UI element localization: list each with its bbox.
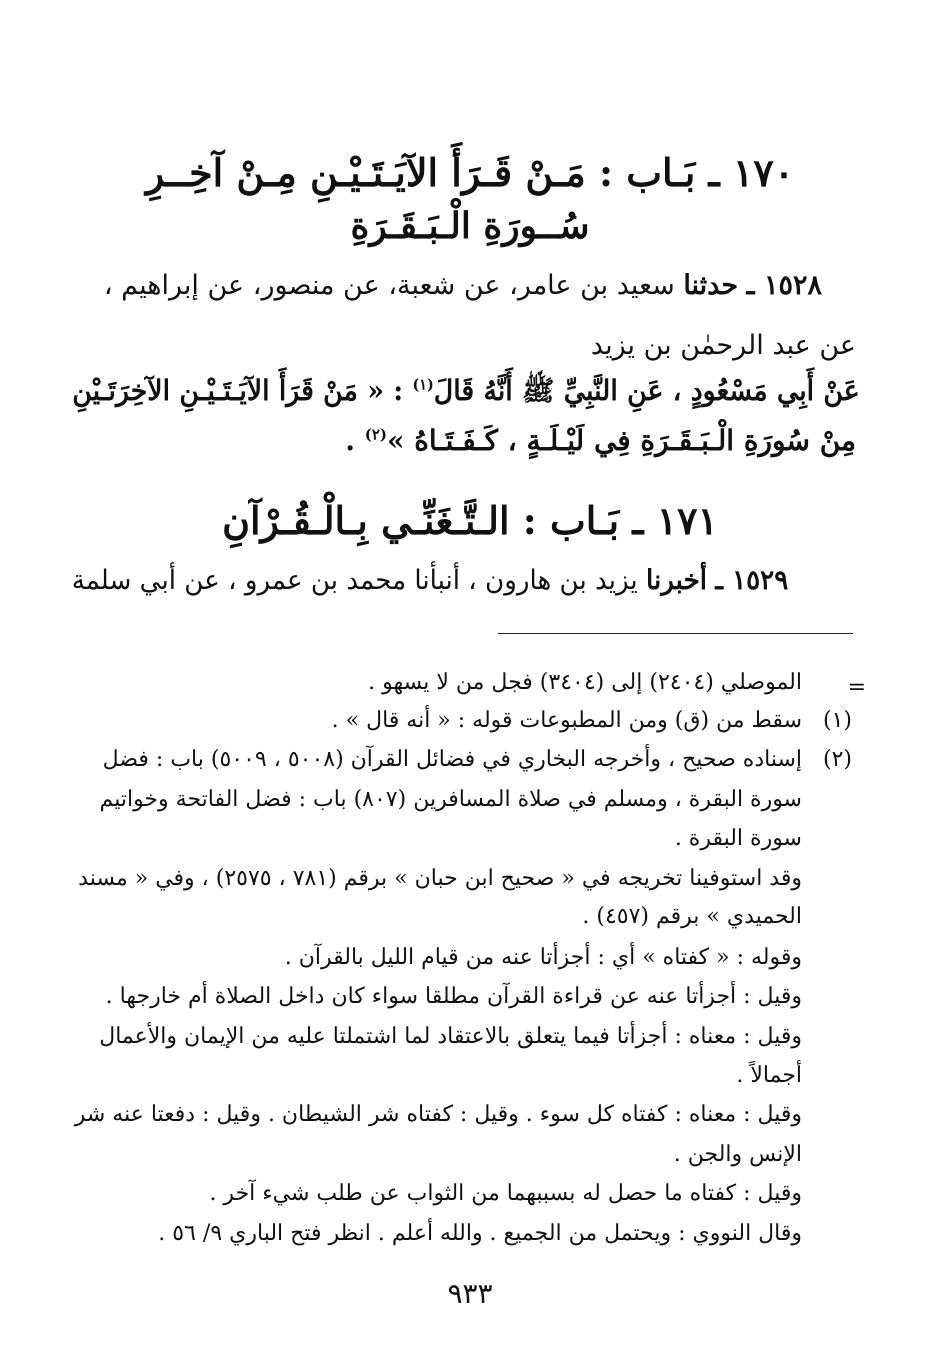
footnote-ref-2[interactable]: (٢) — [364, 425, 387, 444]
continuation-mark: = — [847, 675, 866, 700]
hadith-number: ١٥٢٨ ـ — [746, 270, 822, 301]
matn-intro: عَنْ أَبِي مَسْعُودٍ ، عَنِ النَّبِيِّ ﷺ أَنَّهُ قَالَ — [433, 374, 860, 407]
footnote-2-line: وقيل : معناه : أجزأتا فيما يتعلق بالاعتقاد لما اشتملتا عليه من الإيمان والأعمال — [99, 1024, 802, 1049]
hadith-1528-line2: عن عبد الرحمٰن بن يزيد — [590, 330, 856, 361]
hadith-1528-line3 — [72, 374, 860, 414]
footnote-continuation: الموصلي (٢٤٠٤) إلى (٣٤٠٤) فجل من لا يسهو . — [368, 670, 802, 695]
footnote-2-line: وقيل : أجزأتا عنه عن قراءة القرآن مطلقا سواء كان داخل الصلاة أم خارجها . — [105, 984, 802, 1009]
footnote-2-line: وقوله : « كفتاه » أي : أجزأتا عنه من قيام الليل بالقرآن . — [284, 945, 802, 970]
footnote-separator — [498, 633, 853, 634]
footnote-2-line: إسناده صحيح ، وأخرجه البخاري في فضائل القرآن (٥٠٠٨ ، ٥٠٠٩) باب : فضل — [102, 747, 802, 772]
matn-end: . — [345, 424, 365, 457]
footnote-1-text: سقط من (ق) ومن المطبوعات قوله : « أنه قال » . — [331, 708, 802, 733]
isnad-text: سعيد بن عامر، عن شعبة، عن منصور، عن إبراهيم ، — [103, 270, 684, 301]
footnote-2-line: وقيل : معناه : كفتاه كل سوء . وقيل : كفتاه شر الشيطان . وقيل : دفعتا عنه شر — [74, 1102, 802, 1127]
transmission-lead: حدثنا — [683, 270, 739, 301]
footnote-2-line: أجمالاً . — [736, 1063, 802, 1088]
footnote-2-line: وقال النووي : ويحتمل من الجميع . والله أعلم . انظر فتح الباري ٩/ ٥٦ . — [158, 1221, 802, 1246]
chapter-170-heading-line1: ١٧٠ ـ بَـاب : مَـنْ قَـرَأَ الآيَـتَـيْـنِ مِـنْ آخِــرِ — [145, 150, 795, 195]
footnote-2-mark: (٢) — [822, 747, 852, 772]
transmission-lead: أخبرنا — [645, 565, 707, 596]
chapter-170-heading-line2: سُــورَةِ الْـبَـقَـرَةِ — [350, 205, 590, 247]
page-number: ٩٣٣ — [447, 1277, 493, 1310]
footnote-2-line: سورة البقرة ، ومسلم في صلاة المسافرين (٨٠٧) باب : فضل الفاتحة وخواتيم — [99, 787, 802, 812]
matn-text: : « مَنْ قَرَأَ الآيَـتَـيْـنِ الآخِرَتَـيْنِ — [72, 374, 413, 407]
footnote-2-line: سورة البقرة . — [674, 826, 802, 851]
footnote-ref-1[interactable]: (١) — [412, 375, 434, 394]
footnote-2-line: الحميدي » برقم (٤٥٧) . — [582, 904, 802, 929]
footnote-2-line: وقد استوفينا تخريجه في « صحيح ابن حبان » برقم (٧٨١ ، ٢٥٧٥) ، وفي « مسند — [78, 866, 802, 891]
isnad-text: يزيد بن هارون ، أنبأنا محمد بن عمرو ، عن أبي سلمة — [71, 565, 646, 596]
hadith-number: ١٥٢٩ ـ — [715, 565, 788, 596]
hadith-1528-line4 — [345, 424, 856, 457]
hadith-1528-line1 — [104, 270, 822, 301]
footnote-2-line: الإنس والجن . — [673, 1142, 802, 1167]
hadith-1529-line1 — [71, 565, 788, 596]
footnote-1-mark: (١) — [822, 708, 852, 733]
footnote-2-line: وقيل : كفتاه ما حصل له بسببهما من الثواب عن طلب شيء آخر . — [209, 1181, 802, 1206]
matn-text-cont: مِنْ سُورَةِ الْـبَـقَـرَةِ فِي لَيْـلَـةٍ ، كَـفَـتَـاهُ » — [387, 424, 856, 457]
chapter-171-heading: ١٧١ ـ بَـاب : الـتَّـغَنِّـي بِـالْـقُـرْآنِ — [222, 498, 718, 543]
